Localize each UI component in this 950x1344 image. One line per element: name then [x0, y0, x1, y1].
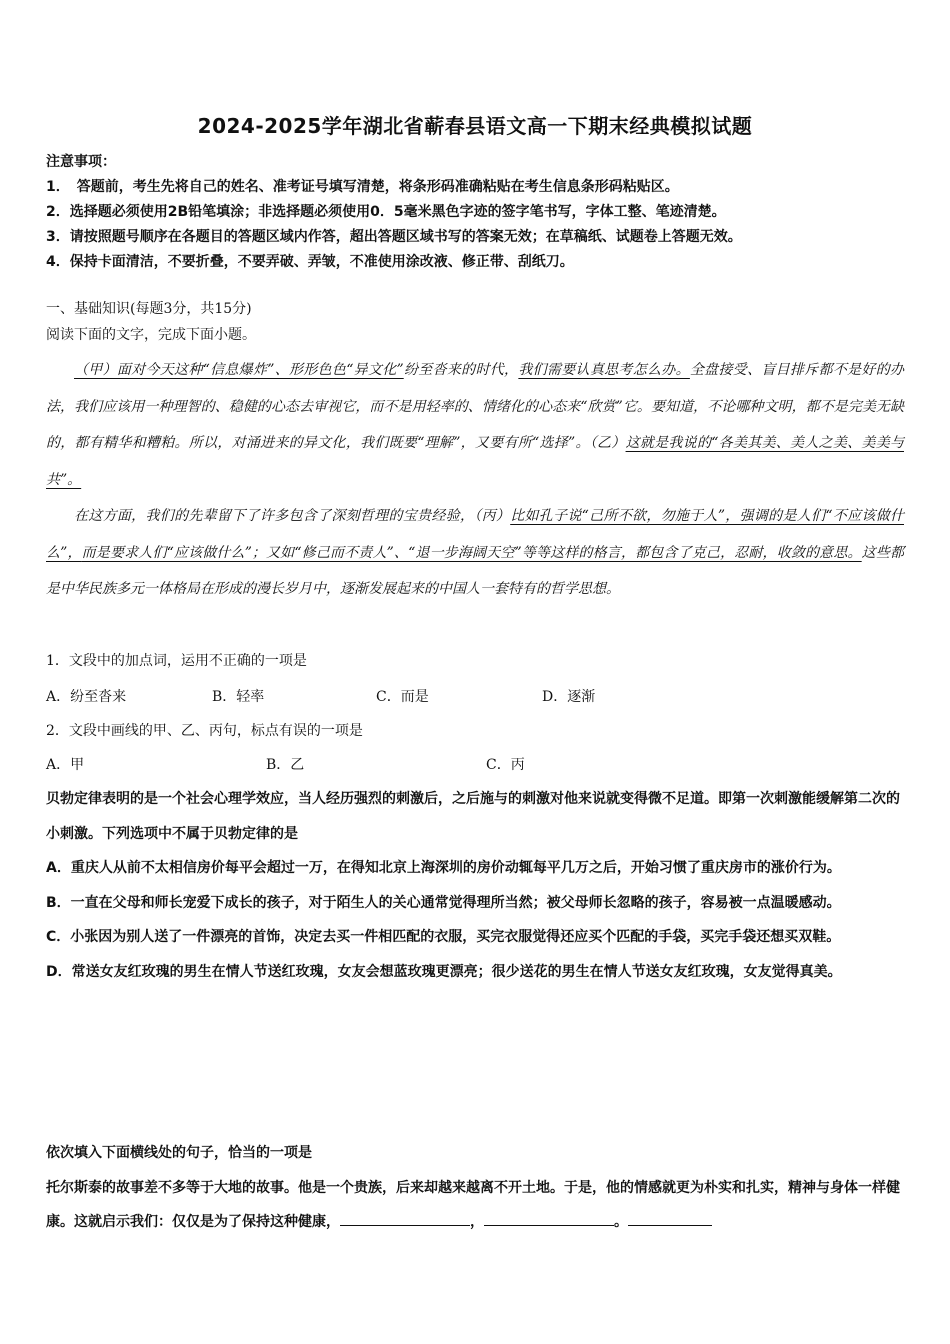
- option-b[interactable]: B．一直在父母和师长宠爱下成长的孩子，对于陌生人的关心通常觉得理所当然；被父母师长忽略的孩子，容易被一点温暖感动。: [46, 894, 841, 911]
- passage-text: 在这方面，我们的先辈留下了许多包含了深刻哲理的宝贵经验，（丙）: [74, 508, 511, 524]
- notice-item: 3．请按照题号顺序在各题目的答题区域内作答，超出答题区域书写的答案无效；在草稿纸、试题卷上答题无效。: [46, 229, 742, 245]
- exam-title: 2024-2025学年湖北省蕲春县语文高一下期末经典模拟试题: [197, 114, 753, 138]
- option-c[interactable]: C．而是: [376, 689, 429, 705]
- question-4: [46, 1136, 908, 1240]
- question-4-stem: 依次填入下面横线处的句子，恰当的一项是: [46, 1145, 312, 1161]
- option-c[interactable]: C．丙: [486, 757, 525, 773]
- notice-block: [46, 150, 906, 275]
- option-d[interactable]: D．常送女友红玫瑰的男生在情人节送红玫瑰，女友会想蓝玫瑰更漂亮；很少送花的男生在情人节送女友红玫瑰，女友觉得真美。: [46, 963, 842, 980]
- sentence-yi: 这就是我说的“各美其美、美人之美、美美与共”。: [46, 435, 904, 488]
- question-1-stem: 1．文段中的加点词，运用不正确的一项是: [46, 653, 307, 669]
- fill-blank-3[interactable]: [628, 1211, 712, 1226]
- blank-separator: ，: [470, 1214, 484, 1230]
- passage-text: 纷至沓来的时代，: [403, 362, 519, 378]
- question-3-stem: 贝勃定律表明的是一个社会心理学效应，当人经历强烈的刺激后，之后施与的刺激对他来说就变得微不足道。即第一次刺激能缓解第二次的小刺激。下列选项中不属于贝勃定律的是: [46, 791, 900, 842]
- section-heading: 一、基础知识(每题3分，共15分): [46, 301, 252, 317]
- option-c[interactable]: C．小张因为别人送了一件漂亮的首饰，决定去买一件相匹配的衣服，买完衣服觉得还应买个匹配的手袋，买完手袋还想买双鞋。: [46, 929, 841, 945]
- sentence-bing: 比如孔子说“己所不欲，勿施于人”，强调的是人们“不应该做什么”，: [46, 508, 904, 561]
- notice-item: 2．选择题必须使用2B铅笔填涂；非选择题必须使用0．5毫米黑色字迹的签字笔书写，字体工整、笔迹清楚。: [46, 204, 726, 220]
- sentence-bing-end: 而是要求人们“应该做什么”；又如“修己而不责人”、“退一步海阔天空”等等这样的格言，都包含了克己，忍耐，收敛的意思。: [81, 544, 862, 561]
- option-a[interactable]: A．甲: [46, 757, 85, 773]
- fill-blank-2[interactable]: [484, 1211, 614, 1226]
- passage-text: 这些都是中华民族多元一体格局在形成的漫长岁月中，逐渐发展起来的中国人一套特有的哲学思想。: [46, 544, 904, 597]
- reading-instruction: 阅读下面的文字，完成下面小题。: [46, 327, 256, 343]
- question-2-stem: 2．文段中画线的甲、乙、丙句，标点有误的一项是: [46, 723, 363, 739]
- passage-paragraph-2: [46, 498, 904, 608]
- passage-paragraph-1: [46, 352, 904, 498]
- sentence-jia-end: 我们需要认真思考怎么办。: [518, 362, 690, 378]
- question-4-text: [46, 1171, 908, 1240]
- fill-blank-1[interactable]: [340, 1211, 470, 1226]
- question-3: [46, 782, 908, 989]
- sentence-jia: （甲）面对今天这种“信息爆炸”、形形色色“异文化”: [74, 362, 404, 378]
- option-a[interactable]: A．纷至沓来: [46, 689, 127, 705]
- option-b[interactable]: B．乙: [266, 757, 305, 773]
- passage-text: 全盘接受、盲目排斥都不是好的办法，我们应该用一种理智的、稳健的心态去审视它，而不是用轻率的、情绪化的心态来“欣赏”它。要知道，不论哪种文明，都不是完美无缺的，都有精华和糟粕。所以，对涌进来的异文化，我们既要“理解”，又要有所“选择”。（乙）: [46, 362, 905, 451]
- option-d[interactable]: D．逐渐: [542, 689, 596, 705]
- notice-item: 1． 答题前，考生先将自己的姓名、准考证号填写清楚，将条形码准确粘贴在考生信息条形码粘贴区。: [46, 179, 679, 195]
- reading-passage: [46, 352, 904, 608]
- blank-separator: 。: [614, 1214, 628, 1230]
- option-a[interactable]: A．重庆人从前不太相信房价每平会超过一万，在得知北京上海深圳的房价动辄每平几万之后，开始习惯了重庆房市的涨价行为。: [46, 860, 841, 876]
- notice-heading: 注意事项：: [46, 154, 116, 170]
- question-4-passage: 托尔斯泰的故事差不多等于大地的故事。他是一个贵族，后来却越来越离不开土地。于是，他的情感就更为朴实和扎实，精神与身体一样健康。这就启示我们：仅仅是为了保持这种健康，: [46, 1179, 900, 1230]
- notice-item: 4．保持卡面清洁，不要折叠，不要弄破、弄皱，不准使用涂改液、修正带、刮纸刀。: [46, 254, 574, 270]
- option-b[interactable]: B．轻率: [212, 689, 265, 705]
